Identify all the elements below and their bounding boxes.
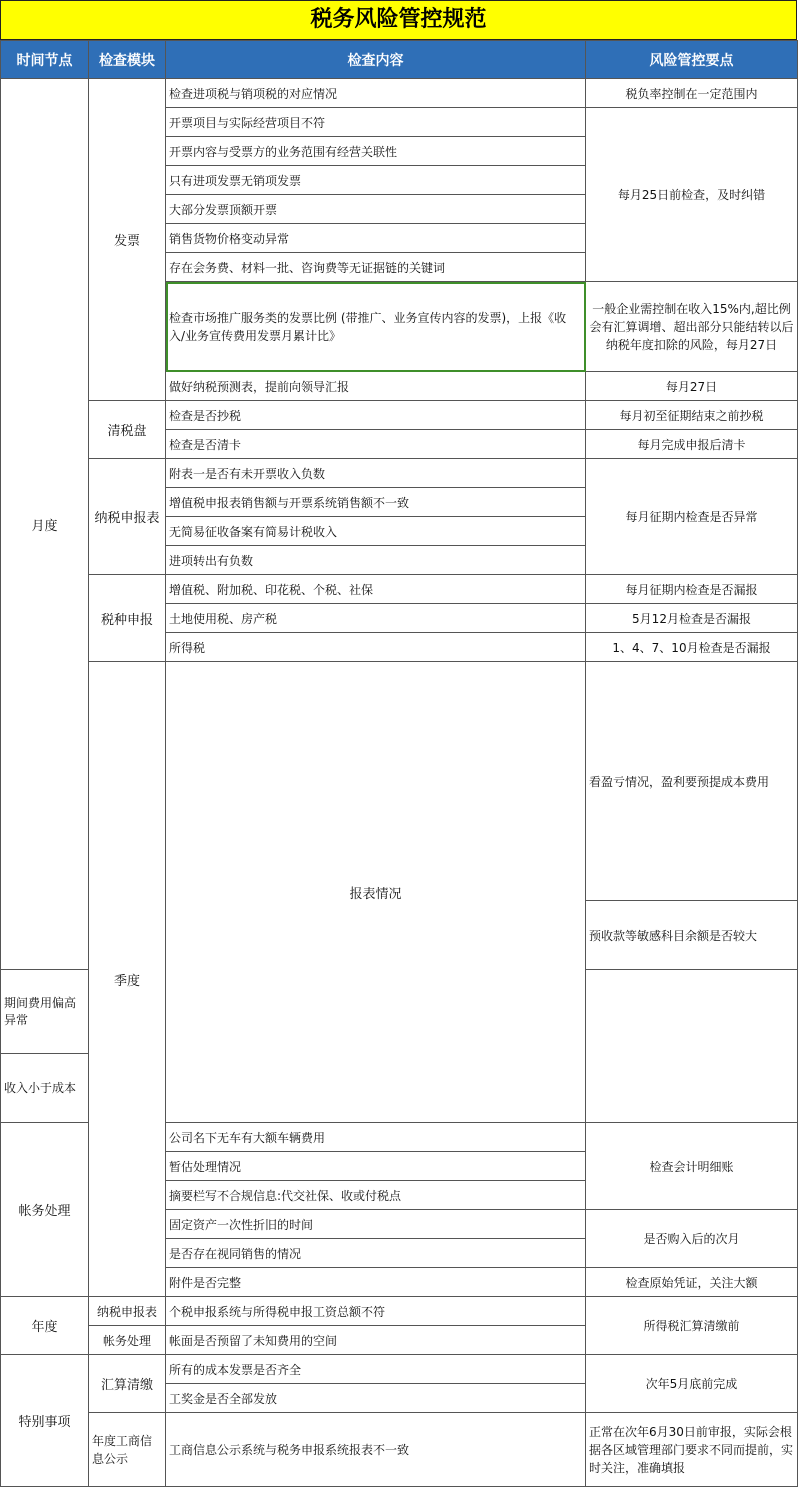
- content-cell[interactable]: 个税申报系统与所得税申报工资总额不符: [166, 1297, 586, 1326]
- content-cell[interactable]: 固定资产一次性折旧的时间: [166, 1210, 586, 1239]
- point-cell[interactable]: 检查原始凭证，关注大额: [586, 1268, 798, 1297]
- content-cell[interactable]: 工商信息公示系统与税务申报系统报表不一致: [166, 1413, 586, 1487]
- point-cell[interactable]: 每月征期内检查是否异常: [586, 459, 798, 575]
- point-cell[interactable]: 每月25日前检查，及时纠错: [586, 108, 798, 282]
- module-accounts-quarterly[interactable]: 帐务处理: [1, 1123, 89, 1297]
- content-cell[interactable]: 做好纳税预测表，提前向领导汇报: [166, 372, 586, 401]
- table-row: [1, 79, 798, 108]
- content-cell[interactable]: 附件是否完整: [166, 1268, 586, 1297]
- header-time: 时间节点: [1, 41, 89, 79]
- content-cell[interactable]: 进项转出有负数: [166, 546, 586, 575]
- table-row: [1, 575, 798, 604]
- content-cell[interactable]: 期间费用偏高异常: [1, 970, 89, 1054]
- content-cell[interactable]: 所有的成本发票是否齐全: [166, 1355, 586, 1384]
- point-cell[interactable]: 每月初至征期结束之前抄税: [586, 401, 798, 430]
- module-tax-type[interactable]: 税种申报: [89, 575, 166, 662]
- content-cell[interactable]: 公司名下无车有大额车辆费用: [166, 1123, 586, 1152]
- module-report[interactable]: 报表情况: [166, 662, 586, 1123]
- group-quarterly[interactable]: 季度: [89, 662, 166, 1297]
- group-monthly[interactable]: 月度: [1, 79, 89, 970]
- header-points: 风险管控要点: [586, 41, 798, 79]
- group-annual[interactable]: 年度: [1, 1297, 89, 1355]
- point-cell[interactable]: 是否购入后的次月: [586, 1210, 798, 1268]
- table-row: [1, 401, 798, 430]
- content-cell[interactable]: 附表一是否有未开票收入负数: [166, 459, 586, 488]
- content-cell[interactable]: 工奖金是否全部发放: [166, 1384, 586, 1413]
- content-cell[interactable]: 大部分发票顶额开票: [166, 195, 586, 224]
- content-cell[interactable]: 只有进项发票无销项发票: [166, 166, 586, 195]
- table-row: [1, 662, 798, 901]
- content-cell[interactable]: 开票内容与受票方的业务范围有经营关联性: [166, 137, 586, 166]
- table-row: [1, 1413, 798, 1487]
- content-cell[interactable]: 看盈亏情况，盈利要预提成本费用: [586, 662, 798, 901]
- module-accounts-annual[interactable]: 帐务处理: [89, 1326, 166, 1355]
- content-cell[interactable]: 所得税: [166, 633, 586, 662]
- content-cell-selected[interactable]: 检查市场推广服务类的发票比例 (带推广、业务宣传内容的发票)，上报《收入/业务宣传费用发票月累计比》: [166, 282, 586, 372]
- content-cell[interactable]: 摘要栏写不合规信息:代交社保、收或付税点: [166, 1181, 586, 1210]
- point-cell[interactable]: 所得税汇算清缴前: [586, 1297, 798, 1355]
- point-cell[interactable]: 1、4、7、10月检查是否漏报: [586, 633, 798, 662]
- table-row: [1, 1297, 798, 1326]
- content-cell[interactable]: 土地使用税、房产税: [166, 604, 586, 633]
- content-cell[interactable]: 检查是否抄税: [166, 401, 586, 430]
- content-cell[interactable]: 收入小于成本: [1, 1053, 89, 1122]
- sheet-title: 税务风险管控规范: [0, 0, 797, 40]
- header-content: 检查内容: [166, 41, 586, 79]
- content-cell[interactable]: 检查是否清卡: [166, 430, 586, 459]
- point-cell[interactable]: 每月完成申报后清卡: [586, 430, 798, 459]
- content-cell[interactable]: 预收款等敏感科目余额是否较大: [586, 901, 798, 970]
- module-tax-return-annual[interactable]: 纳税申报表: [89, 1297, 166, 1326]
- point-cell[interactable]: 次年5月底前完成: [586, 1355, 798, 1413]
- content-cell[interactable]: 销售货物价格变动异常: [166, 224, 586, 253]
- table-row: [1, 1355, 798, 1384]
- point-cell[interactable]: 正常在次年6月30日前审报，实际会根据各区域管理部门要求不同而提前，实时关注，准确填报: [586, 1413, 798, 1487]
- content-cell[interactable]: 检查进项税与销项税的对应情况: [166, 79, 586, 108]
- group-special[interactable]: 特别事项: [1, 1355, 89, 1487]
- content-cell[interactable]: 增值税、附加税、印花税、个税、社保: [166, 575, 586, 604]
- module-invoice[interactable]: 发票: [89, 79, 166, 401]
- content-cell[interactable]: 无简易征收备案有简易计税收入: [166, 517, 586, 546]
- point-cell[interactable]: 一般企业需控制在收入15%内,超比例会有汇算调增、超出部分只能结转以后纳税年度扣除的风险，每月27日: [586, 282, 798, 372]
- content-cell[interactable]: 是否存在视同销售的情况: [166, 1239, 586, 1268]
- risk-control-table: [0, 40, 798, 1487]
- content-cell[interactable]: 暂估处理情况: [166, 1152, 586, 1181]
- table-row: [1, 459, 798, 488]
- point-cell[interactable]: 5月12月检查是否漏报: [586, 604, 798, 633]
- content-cell[interactable]: 增值税申报表销售额与开票系统销售额不一致: [166, 488, 586, 517]
- point-cell[interactable]: 每月征期内检查是否漏报: [586, 575, 798, 604]
- module-tax-disk[interactable]: 清税盘: [89, 401, 166, 459]
- content-cell[interactable]: 帐面是否预留了未知费用的空间: [166, 1326, 586, 1355]
- header-module: 检查模块: [89, 41, 166, 79]
- point-cell[interactable]: 税负率控制在一定范围内: [586, 79, 798, 108]
- module-settlement[interactable]: 汇算清缴: [89, 1355, 166, 1413]
- module-tax-return-monthly[interactable]: 纳税申报表: [89, 459, 166, 575]
- header-row: [1, 41, 798, 79]
- point-cell[interactable]: 检查会计明细账: [586, 1123, 798, 1210]
- point-cell[interactable]: 每月27日: [586, 372, 798, 401]
- content-cell[interactable]: 存在会务费、材料一批、咨询费等无证据链的关键词: [166, 253, 586, 282]
- module-publicity[interactable]: 年度工商信息公示: [89, 1413, 166, 1487]
- content-cell[interactable]: 开票项目与实际经营项目不符: [166, 108, 586, 137]
